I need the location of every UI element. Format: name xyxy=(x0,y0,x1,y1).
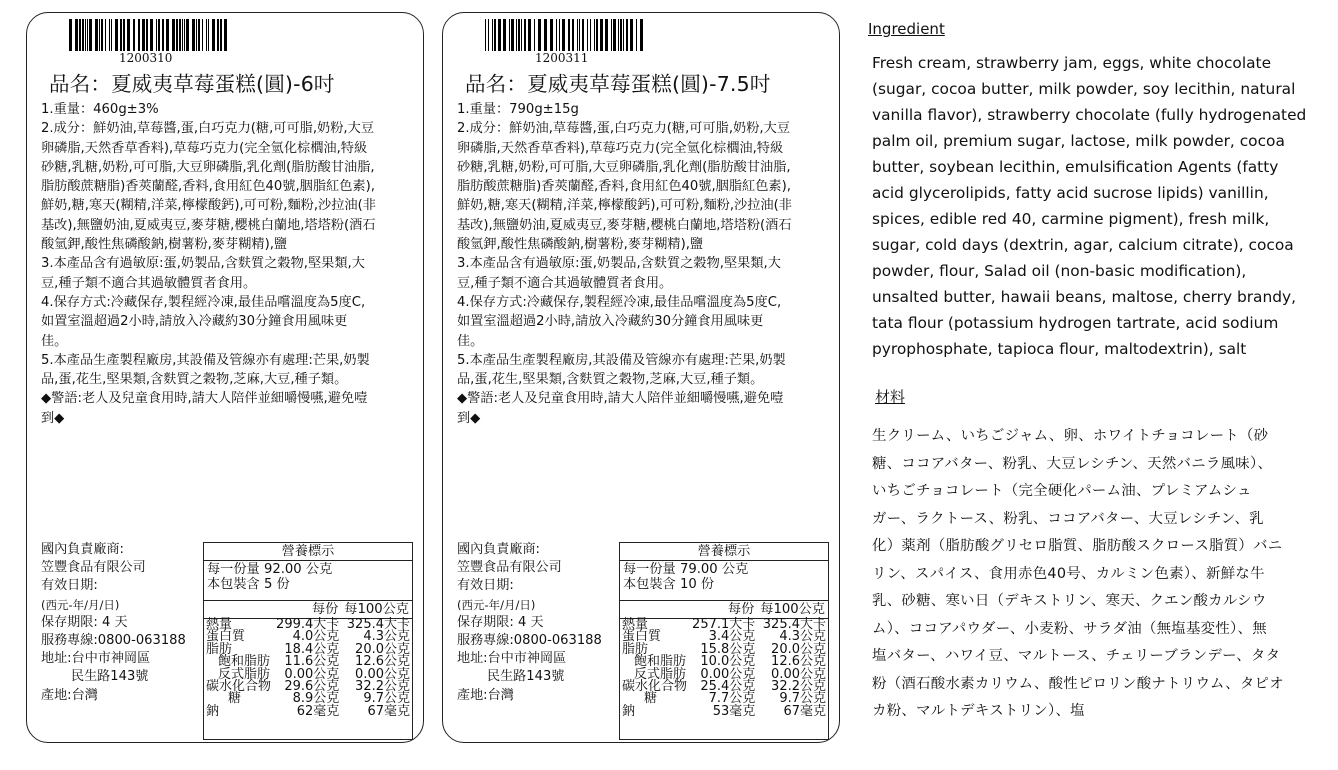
ingredients-line: 砂糖,乳糖,奶粉,可可脂,大豆卵磷脂,乳化劑(脂肪酸甘油脂, xyxy=(457,159,791,175)
serving-info xyxy=(620,561,828,601)
nutrient-name: 脂肪 xyxy=(206,641,233,657)
japanese-ingredient-line: いちごチョコレート（完全硬化パーム油、プレミアムシュ xyxy=(872,483,1252,499)
allergen-line: 豆,種子類不適合其過敏體質者食用。 xyxy=(41,275,257,291)
per-serving-value: 257.1大卡 xyxy=(692,617,756,632)
japanese-ingredient-text xyxy=(872,423,1327,726)
ingredients-line: 脂肪酸蔗糖脂)香莢蘭醛,香料,食用紅色40號,胭脂紅色素), xyxy=(457,179,791,195)
address-line: 地址:台中市神岡區 xyxy=(41,651,151,667)
english-ingredient-line: spices, edible red 40, carmine pigment), fresh milk, xyxy=(872,210,1270,228)
per-100g-value: 325.4大卡 xyxy=(762,617,826,632)
per-100g-value: 0.00公克 xyxy=(771,666,826,682)
product-label-7-5inch xyxy=(442,12,840,743)
nutrition-facts-table xyxy=(619,542,829,740)
facility-line: 5.本產品生產製程廠房,其設備及管線亦有處理:芒果,奶製 xyxy=(457,352,786,368)
per-100g-value: 325.4大卡 xyxy=(346,617,410,632)
nutrient-name: 反式脂肪 xyxy=(218,666,271,682)
english-ingredient-line: tata flour (potassium hydrogen tartrate, acid sodium xyxy=(872,314,1279,332)
per-serving-value: 15.8公克 xyxy=(700,641,756,657)
product-label-6inch xyxy=(26,12,424,743)
responsible-label: 國內負責廠商: xyxy=(41,542,124,557)
english-ingredient-heading: Ingredient xyxy=(868,20,945,38)
service-hotline: 服務專線:0800-063188 xyxy=(457,633,602,649)
serving-size: 每一份量 79.00 公克 xyxy=(623,562,749,577)
per-serving-value: 62毫克 xyxy=(296,703,340,719)
per-serving-value: 25.4公克 xyxy=(700,679,756,695)
english-ingredient-text xyxy=(872,50,1312,362)
ingredients-line: 脂肪酸蔗糖脂)香莢蘭醛,香料,食用紅色40號,胭脂紅色素), xyxy=(41,179,375,195)
ingredients-line: 鮮奶,糖,寒天(糊精,洋菜,檸檬酸鈣),可可粉,麵粉,沙拉油(非 xyxy=(457,198,792,214)
per-100g-value: 4.3公克 xyxy=(779,629,826,645)
company-name: 笠豐食品有限公司 xyxy=(457,560,562,576)
nutrition-rows xyxy=(204,619,412,718)
japanese-ingredient-line: 乳、砂糖、寒い日（デキストリン、寒天、クエン酸カルシウ xyxy=(872,593,1267,609)
nutrient-name: 熱量 xyxy=(206,617,233,632)
warning-line: ◆警語:老人及兒童食用時,請大人陪伴並細嚼慢嚥,避免噎 xyxy=(41,391,368,407)
per-serving-value: 3.4公克 xyxy=(708,629,756,645)
nutrient-name: 蛋白質 xyxy=(622,629,662,645)
barcode-number: 1200311 xyxy=(535,51,589,65)
product-title: 品名：夏威夷草莓蛋糕(圓)-7.5吋 xyxy=(465,72,771,96)
storage-line: 4.保存方式:冷藏保存,製程經冷凍,最佳品嚐溫度為5度C, xyxy=(41,294,366,310)
serving-info xyxy=(204,561,412,601)
ingredients-line: 2.成分：鮮奶油,草莓醬,蛋,白巧克力(糖,可可脂,奶粉,大豆 xyxy=(457,121,791,137)
manufacturer-info xyxy=(41,541,219,705)
per-serving-value: 0.00公克 xyxy=(700,666,756,682)
barcode xyxy=(485,19,643,51)
nutrient-name: 飽和脂肪 xyxy=(634,654,687,670)
storage-line: 佳。 xyxy=(457,333,484,349)
product-title: 品名：夏威夷草莓蛋糕(圓)-6吋 xyxy=(49,72,335,96)
ingredients-line: 酸氫鉀,酸性焦磷酸鈉,樹薯粉,麥芽糊精),鹽 xyxy=(457,237,704,253)
allergen-line: 3.本產品含有過敏原:蛋,奶製品,含麩質之穀物,堅果類,大 xyxy=(457,256,781,272)
japanese-ingredient-line: カ粉、マルトデキストリン）、塩 xyxy=(872,703,1085,719)
label-details xyxy=(457,100,831,428)
storage-line: 如置室溫超過2小時,請放入冷藏約30分鐘食用風味更 xyxy=(457,314,764,330)
nutrient-name: 熱量 xyxy=(622,617,649,632)
per-100g-header: 每100公克 xyxy=(760,602,825,617)
nutrient-name: 糖 xyxy=(228,691,242,707)
per-serving-value: 299.4大卡 xyxy=(276,617,340,632)
per-100g-value: 20.0公克 xyxy=(355,641,410,657)
ingredients-line: 基改),無鹽奶油,夏威夷豆,麥芽糖,櫻桃白蘭地,塔塔粉(酒石 xyxy=(457,217,792,233)
english-ingredient-line: palm oil, premium sugar, lactose, milk powder, cocoa xyxy=(872,132,1285,150)
nutrient-name: 鈉 xyxy=(206,703,220,719)
per-100g-header: 每100公克 xyxy=(344,602,409,617)
per-serving-value: 10.0公克 xyxy=(700,654,756,670)
serving-size: 每一份量 92.00 公克 xyxy=(207,562,333,577)
storage-line: 如置室溫超過2小時,請放入冷藏約30分鐘食用風味更 xyxy=(41,314,348,330)
per-serving-value: 4.0公克 xyxy=(292,629,340,645)
per-100g-value: 20.0公克 xyxy=(771,641,826,657)
expiry-label: 有效日期: xyxy=(457,578,514,594)
per-100g-value: 0.00公克 xyxy=(355,666,410,682)
address-line: 民生路143號 xyxy=(71,669,149,685)
warning-line: 到◆ xyxy=(41,410,65,426)
label-details xyxy=(41,100,415,428)
barcode-number: 1200310 xyxy=(119,51,173,65)
japanese-ingredient-heading: 材料 xyxy=(875,388,906,406)
nutrient-name: 飽和脂肪 xyxy=(218,654,271,670)
per-serving-value: 0.00公克 xyxy=(284,666,340,682)
origin: 產地:台灣 xyxy=(457,687,514,703)
expiry-label: 有效日期: xyxy=(41,578,98,594)
japanese-ingredient-line: 塩バター、ハワイ豆、マルトース、チェリーブランデー、タタ xyxy=(872,648,1281,664)
storage-line: 佳。 xyxy=(41,333,68,349)
per-100g-value: 32.2公克 xyxy=(355,679,410,695)
japanese-ingredient-line: ガー、ラクトース、粉乳、ココアバター、大豆レシチン、乳 xyxy=(872,510,1264,527)
per-100g-value: 9.7公克 xyxy=(363,691,410,707)
warning-line: 到◆ xyxy=(457,410,481,426)
ingredients-line: 卵磷脂,天然香草香料),草莓巧克力(完全氫化棕櫚油,特級 xyxy=(457,140,784,156)
per-serving-value: 29.6公克 xyxy=(284,679,340,695)
facility-line: 品,蛋,花生,堅果類,含麩質之穀物,芝麻,大豆,種子類。 xyxy=(41,372,348,388)
address-line: 地址:台中市神岡區 xyxy=(457,651,567,667)
per-serving-header: 每份 xyxy=(727,602,755,617)
servings-per-package: 本包裝含 5 份 xyxy=(207,577,290,592)
warning-line: ◆警語:老人及兒童食用時,請大人陪伴並細嚼慢嚥,避免噎 xyxy=(457,391,784,407)
nutrition-row xyxy=(620,706,828,718)
manufacturer-info xyxy=(457,541,635,705)
per-serving-header: 每份 xyxy=(311,602,339,617)
date-format: (西元-年/月/日) xyxy=(457,597,536,612)
shelf-life: 保存期限: 4 天 xyxy=(41,614,128,630)
nutrient-name: 碳水化合物 xyxy=(206,679,272,695)
servings-per-package: 本包裝含 10 份 xyxy=(623,577,715,592)
per-100g-value: 12.6公克 xyxy=(355,654,410,670)
japanese-ingredient-line: 粉（酒石酸水素カリウム、酸性ピロリン酸ナトリウム、タピオ xyxy=(872,675,1284,692)
ingredients-line: 砂糖,乳糖,奶粉,可可脂,大豆卵磷脂,乳化劑(脂肪酸甘油脂, xyxy=(41,159,375,175)
nutrition-header: 營養標示 xyxy=(620,543,828,561)
per-100g-value: 67毫克 xyxy=(783,703,826,719)
nutrient-name: 反式脂肪 xyxy=(634,666,687,682)
ingredients-line: 基改),無鹽奶油,夏威夷豆,麥芽糖,櫻桃白蘭地,塔塔粉(酒石 xyxy=(41,217,376,233)
ingredients-line: 酸氫鉀,酸性焦磷酸鈉,樹薯粉,麥芽糊精),鹽 xyxy=(41,237,288,253)
per-serving-value: 7.7公克 xyxy=(708,691,756,707)
japanese-ingredient-line: 生クリーム、いちごジャム、卵、ホワイトチョコレート（砂 xyxy=(872,428,1269,444)
japanese-ingredient-line: 化）薬剤（脂肪酸グリセロ脂質、脂肪酸スクロース脂質）バニ xyxy=(872,538,1283,554)
nutrient-name: 碳水化合物 xyxy=(622,679,688,695)
storage-line: 4.保存方式:冷藏保存,製程經冷凍,最佳品嚐溫度為5度C, xyxy=(457,294,782,310)
per-100g-value: 32.2公克 xyxy=(771,679,826,695)
facility-line: 品,蛋,花生,堅果類,含麩質之穀物,芝麻,大豆,種子類。 xyxy=(457,372,764,388)
per-serving-value: 11.6公克 xyxy=(284,654,340,670)
nutrition-header: 營養標示 xyxy=(204,543,412,561)
nutrient-name: 糖 xyxy=(644,691,658,707)
service-hotline: 服務專線:0800-063188 xyxy=(41,633,186,649)
japanese-ingredient-line: ム）、ココアパウダー、小麦粉、サラダ油（無塩基変性）、無 xyxy=(872,620,1267,637)
per-serving-value: 8.9公克 xyxy=(292,691,340,707)
nutrient-name: 鈉 xyxy=(622,703,636,719)
japanese-ingredient-line: 糖、ココアバター、粉乳、大豆レシチン、天然バニラ風味）、 xyxy=(872,455,1273,472)
per-serving-value: 18.4公克 xyxy=(284,641,340,657)
origin: 產地:台灣 xyxy=(41,687,98,703)
english-ingredient-line: acid glycerolipids, fatty acid sucrose lipids) vanillin, xyxy=(872,184,1269,202)
japanese-ingredient-line: リン、スパイス、食用赤色40号、カルミン色素）、新鮮な牛 xyxy=(872,565,1265,582)
nutrition-row xyxy=(204,706,412,718)
per-100g-value: 67毫克 xyxy=(367,703,410,719)
nutrition-rows xyxy=(620,619,828,718)
responsible-label: 國內負責廠商: xyxy=(457,542,540,557)
facility-line: 5.本產品生產製程廠房,其設備及管線亦有處理:芒果,奶製 xyxy=(41,352,370,368)
allergen-line: 3.本產品含有過敏原:蛋,奶製品,含麩質之穀物,堅果類,大 xyxy=(41,256,365,272)
nutrient-name: 蛋白質 xyxy=(206,629,246,645)
english-ingredient-line: (sugar, cocoa butter, milk powder, soy lecithin, natural xyxy=(872,80,1296,98)
barcode xyxy=(69,19,227,51)
english-ingredient-line: butter, soybean lecithin, emulsification Agents (fatty xyxy=(872,158,1279,176)
weight-line: 1.重量：460g±3% xyxy=(41,102,159,117)
date-format: (西元-年/月/日) xyxy=(41,597,120,612)
per-100g-value: 9.7公克 xyxy=(779,691,826,707)
english-ingredient-line: vanilla flavor), strawberry chocolate (fully hydrogenated xyxy=(872,106,1307,124)
allergen-line: 豆,種子類不適合其過敏體質者食用。 xyxy=(457,275,673,291)
per-100g-value: 4.3公克 xyxy=(363,629,410,645)
weight-line: 1.重量：790g±15g xyxy=(457,102,579,117)
ingredients-line: 卵磷脂,天然香草香料),草莓巧克力(完全氫化棕櫚油,特級 xyxy=(41,140,368,156)
nutrition-facts-table xyxy=(203,542,413,740)
per-100g-value: 12.6公克 xyxy=(771,654,826,670)
address-line: 民生路143號 xyxy=(487,669,565,685)
english-ingredient-line: powder, flour, Salad oil (non-basic modification), xyxy=(872,262,1247,280)
shelf-life: 保存期限: 4 天 xyxy=(457,614,544,630)
ingredients-line: 鮮奶,糖,寒天(糊精,洋菜,檸檬酸鈣),可可粉,麵粉,沙拉油(非 xyxy=(41,198,376,214)
english-ingredient-line: unsalted butter, hawaii beans, maltose, cherry brandy, xyxy=(872,288,1296,306)
ingredients-line: 2.成分：鮮奶油,草莓醬,蛋,白巧克力(糖,可可脂,奶粉,大豆 xyxy=(41,121,375,137)
per-serving-value: 53毫克 xyxy=(712,703,756,719)
english-ingredient-line: Fresh cream, strawberry jam, eggs, white chocolate xyxy=(872,54,1272,72)
english-ingredient-line: pyrophosphate, tapioca flour, maltodextrin), salt xyxy=(872,340,1247,358)
company-name: 笠豐食品有限公司 xyxy=(41,560,146,576)
english-ingredient-line: sugar, cold days (dextrin, agar, calcium citrate), cocoa xyxy=(872,236,1294,254)
nutrient-name: 脂肪 xyxy=(622,641,649,657)
